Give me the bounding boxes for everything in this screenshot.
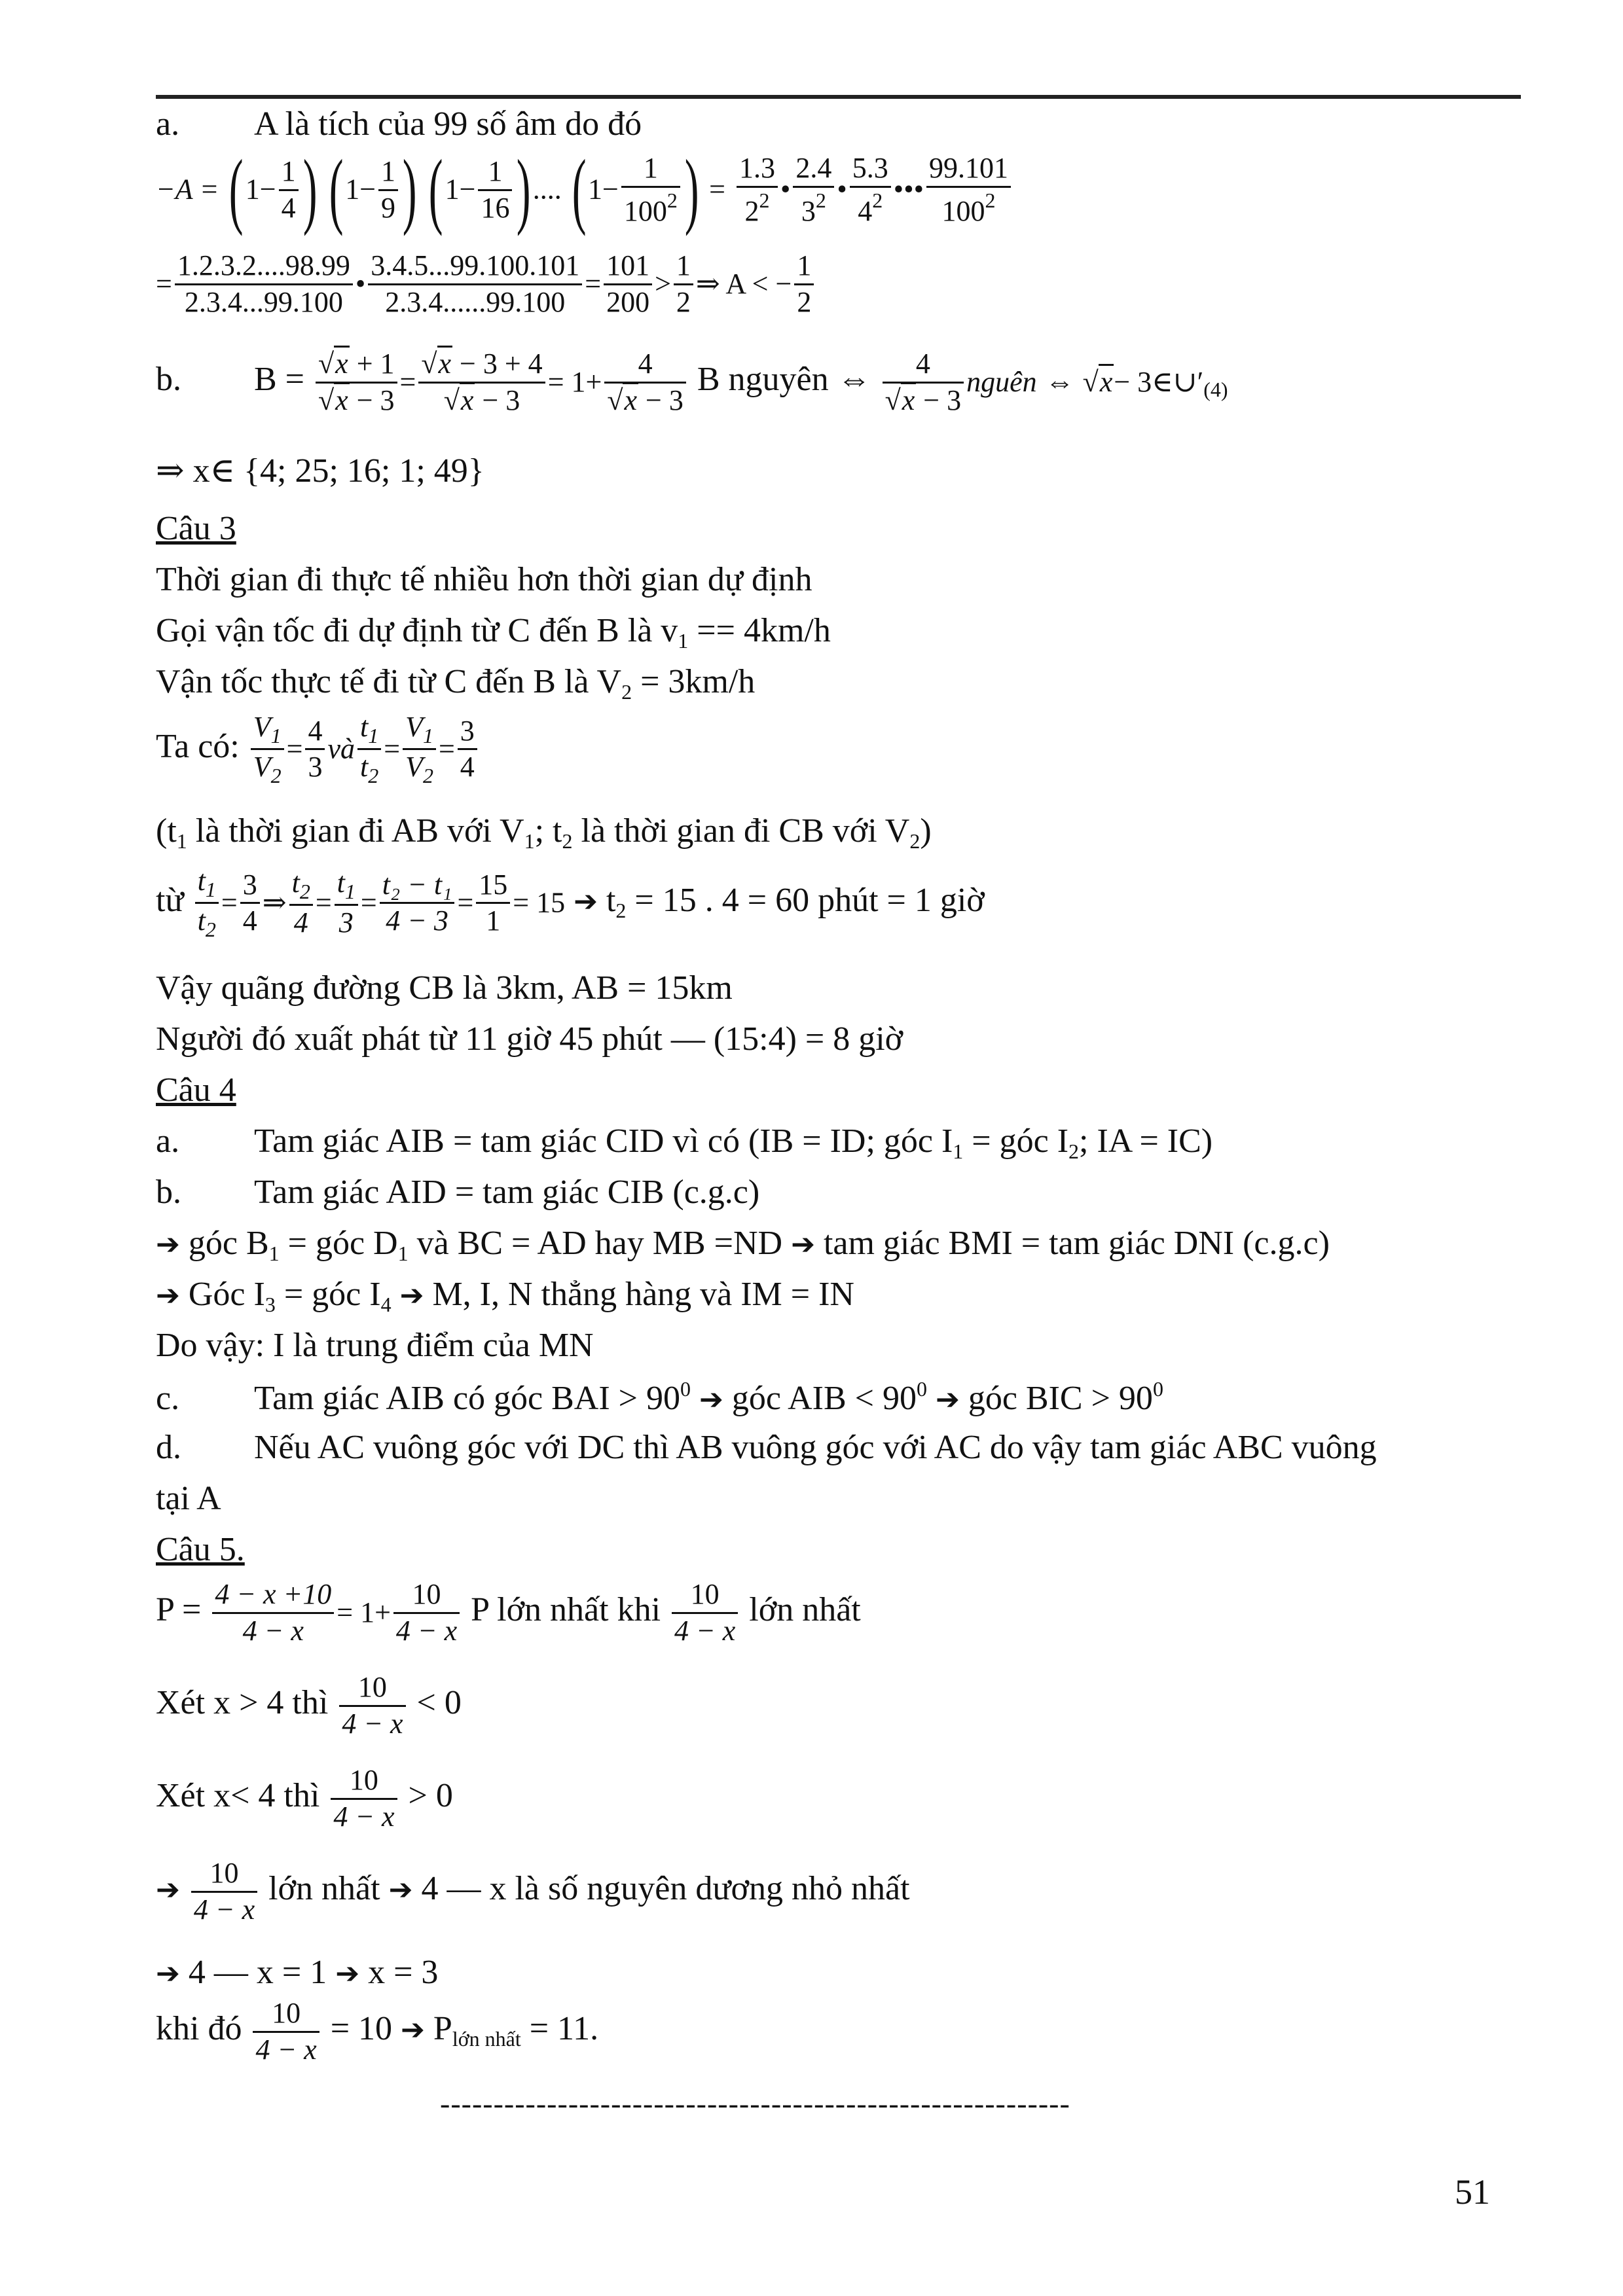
cau3-line-5: ($t_1$ là thời gian đi AB với $V_1$; $t_2$ là thời gian đi CB với $V_2$) bbox=[156, 812, 932, 853]
arrow-icon: ➔ bbox=[156, 1957, 180, 1990]
arrow-icon: ➔ bbox=[335, 1957, 360, 1990]
arrow-icon: ➔ bbox=[574, 884, 598, 918]
ratio-2: $\frac{2.4}{3^2}$ bbox=[793, 151, 834, 229]
cau5-p-line: P = $\frac{4 - x +10}{4 - x}$ = 1+ $\frac{10}{4 - x}$ P lớn nhất khi $\frac{10}{4 - x}$ lớn nhất bbox=[156, 1577, 861, 1649]
cau4-line-4: ➔ Góc $I_3$ = góc $I_4$ ➔ M, I, N thẳng hàng và IM = IN bbox=[156, 1276, 854, 1316]
part-a-result-line: = $\frac{1.2.3.2....98.99}{2.3.4...99.100}$ • $\frac{3.4.5...99.100.101}{2.3.4......99.100}$ = $\frac{101}{200}$ > $\frac{1}{2}$ ⇒ A < − $\frac{1}{2}$ bbox=[156, 249, 816, 320]
part-b-label: b. bbox=[156, 361, 181, 399]
ratio-1: $\frac{1.3}{2^2}$ bbox=[737, 151, 778, 229]
cau4-line-3: ➔ góc $B_1$ = góc $D_1$ và BC = AD hay MB =ND ➔ tam giác BMI = tam giác DNI (c.g.c) bbox=[156, 1225, 1330, 1265]
section-divider: ----------------------------------------------------------- bbox=[440, 2087, 1070, 2120]
arrow-icon: ➔ bbox=[935, 1383, 960, 1416]
top-rule bbox=[156, 95, 1521, 99]
v-ratio-2: $\frac{V_1}{V_2}$ bbox=[403, 710, 436, 789]
arrow-icon: ➔ bbox=[791, 1228, 815, 1261]
frac-1-100sq: $\frac{1}{100^2}$ bbox=[621, 151, 680, 229]
arrow-icon: ➔ bbox=[401, 2013, 425, 2047]
cau3-line-1: Thời gian đi thực tế nhiều hơn thời gian dự định bbox=[156, 561, 812, 598]
cau4-c: c. Tam giác AIB có góc BAI > $90^0$ ➔ góc AIB < $90^0$ ➔ góc BIC > $90^0$ bbox=[156, 1377, 1163, 1417]
cau3-ratio-line: Ta có: $\frac{V_1}{V_2}$ = $\frac{4}{3}$ và $\frac{t_1}{t_2}$ = $\frac{V_1}{V_2}$ = $\frac{3}{4}$ bbox=[156, 710, 480, 789]
ratio-4: $\frac{99.101}{100^2}$ bbox=[926, 151, 1011, 229]
cau3-line-8: Người đó xuất phát từ 11 giờ 45 phút — (15:4) = 8 giờ bbox=[156, 1020, 903, 1058]
frac-3-4: $\frac{3}{4}$ bbox=[458, 714, 477, 785]
part-b-result: ⇒ x∈ {4; 25; 16; 1; 49} bbox=[156, 452, 484, 490]
b-frac-4: $\frac{4}{√x - 3}$ bbox=[883, 347, 964, 418]
cau4-title: Câu 4 bbox=[156, 1071, 236, 1109]
cau3-line-2: Gọi vận tốc đi dự định từ C đến B là $v_1 == 4km/h$ bbox=[156, 612, 831, 653]
frac-1-9: $\frac{1}{9}$ bbox=[378, 154, 398, 226]
result-101-200: $\frac{101}{200}$ bbox=[604, 249, 652, 320]
cau5-line-5: ➔ 4 — x = 1 ➔ x = 3 bbox=[156, 1954, 439, 1991]
cau5-line-4: ➔ $\frac{10}{4 - x}$ lớn nhất ➔ 4 — x là số nguyên dương nhỏ nhất bbox=[156, 1856, 910, 1928]
page-number: 51 bbox=[1455, 2172, 1490, 2212]
part-a-text: A là tích của 99 số âm do đó bbox=[254, 105, 642, 143]
group-2: $\frac{3.4.5...99.100.101}{2.3.4......99.100}$ bbox=[368, 249, 582, 320]
arrow-icon: ➔ bbox=[156, 1228, 180, 1261]
cau4-d-tail: tại A bbox=[156, 1480, 221, 1517]
cau5-xet-2: Xét x< 4 thì $\frac{10}{4 - x}$ > 0 bbox=[156, 1763, 453, 1835]
ratio-3: $\frac{5.3}{4^2}$ bbox=[850, 151, 891, 229]
b-frac-1: $\frac{√x + 1}{√x - 3}$ bbox=[316, 347, 397, 418]
frac-1-16: $\frac{1}{16}$ bbox=[478, 154, 512, 226]
part-b-line: b. B = $\frac{√x + 1}{√x - 3}$ = $\frac{√x - 3 + 4}{√x - 3}$ = 1+ $\frac{4}{√x - 3}$ B nguyên ⇔ $\frac{4}{√x - 3}$ nguên ⇔ $√x- 3\in\cup'_{(4)}$ bbox=[156, 347, 1228, 418]
cau4-a: a. Tam giác AIB = tam giác CID vì có (IB = ID; góc $I_1$ = góc $I_2$; IA = IC) bbox=[156, 1122, 1213, 1163]
t-ratio: $\frac{t_1}{t_2}$ bbox=[357, 710, 381, 789]
part-a-label: a. bbox=[156, 105, 180, 143]
cau4-line-5: Do vậy: I là trung điểm của MN bbox=[156, 1327, 594, 1364]
cau4-b: b. Tam giác AID = tam giác CIB (c.g.c) bbox=[156, 1174, 760, 1211]
cau5-title: Câu 5. bbox=[156, 1531, 245, 1568]
arrow-icon: ➔ bbox=[699, 1383, 723, 1416]
neg-a: −A = bbox=[156, 173, 219, 206]
frac-1-4: $\frac{1}{4}$ bbox=[279, 154, 299, 226]
cau3-line-7: Vậy quãng đường CB là 3km, AB = 15km bbox=[156, 969, 733, 1007]
b-frac-2: $\frac{√x - 3 + 4}{√x - 3}$ bbox=[418, 347, 545, 418]
cau3-line-3: Vận tốc thực tế đi từ C đến B là $V_2 = 3km/h$ bbox=[156, 663, 756, 704]
arrow-icon: ➔ bbox=[388, 1873, 413, 1907]
arrow-icon: ➔ bbox=[156, 1279, 180, 1312]
half-2: $\frac{1}{2}$ bbox=[794, 249, 814, 320]
part-a-product-line: −A = (1− $\frac{1}{4}$ ) (1− $\frac{1}{9}$ ) (1− $\frac{1}{16}$ ).... (1− $\frac{1}{100^2}$ ) = $\frac{1.3}{2^2}$ • $\frac{2.4}{3^2}$ • $\frac{5.3}{4^2}$ ••• $\frac{99.101}{100^2}$ bbox=[156, 147, 1013, 232]
cau3-chain-line: từ $\frac{t_1}{t_2}$ = $\frac{3}{4}$ ⇒ $\frac{t_2}{4}$ = $\frac{t_1}{3}$ = $\frac{\text{t₂ − t₁}}{4 - 3}$ = $\frac{15}{1}$ = 15 ➔ $t_2 = 15$ . 4 = 60 phút = 1 giờ bbox=[156, 865, 985, 942]
part-a-line bbox=[156, 105, 642, 144]
cau4-d: d. Nếu AC vuông góc với DC thì AB vuông góc với AC do vậy tam giác ABC vuông bbox=[156, 1429, 1377, 1466]
cau5-xet-1: Xét x > 4 thì $\frac{10}{4 - x}$ < 0 bbox=[156, 1670, 462, 1742]
cau3-title: Câu 3 bbox=[156, 510, 236, 547]
group-1: $\frac{1.2.3.2....98.99}{2.3.4...99.100}$ bbox=[175, 249, 353, 320]
arrow-icon: ➔ bbox=[399, 1279, 424, 1312]
v-ratio: $\frac{V_1}{V_2}$ bbox=[251, 710, 284, 789]
frac-4-3: $\frac{4}{3}$ bbox=[305, 714, 325, 785]
cau5-line-6: khi đó $\frac{10}{4 - x}$ = 10 ➔ $P_{lớn nhất} = 11$. bbox=[156, 1996, 598, 2068]
half: $\frac{1}{2}$ bbox=[674, 249, 693, 320]
b-frac-3: $\frac{4}{√x - 3}$ bbox=[604, 347, 686, 418]
arrow-icon: ➔ bbox=[156, 1873, 180, 1907]
